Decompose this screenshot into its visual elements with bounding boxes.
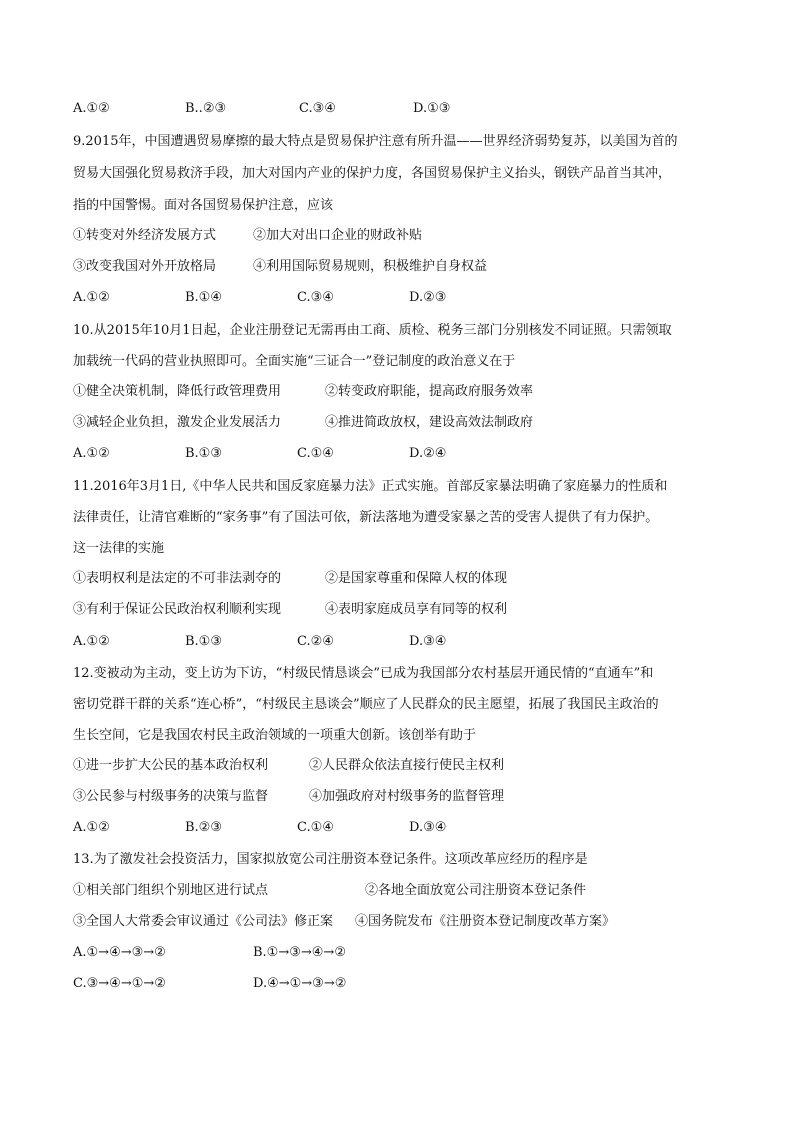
q9-stem-line-1: 9.2015年，中国遭遇贸易摩擦的最大特点是贸易保护注意有所升温——世界经济弱势复苏，以美国为首的	[73, 134, 678, 149]
q9-statement-2: ②加大对出口企业的财政补贴	[253, 228, 423, 243]
q11-statement-3: ③有利于保证公民政治权利顺利实现	[73, 602, 282, 617]
q13-option-b: B.①→③→④→②	[253, 945, 346, 960]
q10-option-a: A.①②	[73, 446, 110, 461]
q9-option-d: D.②③	[409, 290, 447, 305]
q13-statement-1: ①相关部门组织个别地区进行试点	[73, 883, 269, 898]
q11-statement-4: ④表明家庭成员享有同等的权利	[325, 602, 508, 617]
q11-statement-1: ①表明权利是法定的不可非法剥夺的	[73, 571, 282, 586]
q13-stem-line-1: 13.为了激发社会投资活力，国家拟放宽公司注册资本登记条件。这项改革应经历的程序是	[73, 852, 588, 867]
q12-option-d: D.③④	[409, 820, 447, 835]
q12-stem-line-3: 生长空间，它是我国农村民主政治领域的一项重大创新。该创举有助于	[73, 728, 477, 743]
q9-statement-3: ③改变我国对外开放格局	[73, 259, 217, 274]
q10-statement-4: ④推进简政放权，建设高效法制政府	[325, 415, 534, 430]
q9-statement-4: ④利用国际贸易规则，积极维护自身权益	[253, 259, 488, 274]
q10-option-c: C.①④	[297, 446, 334, 461]
q10-stem-line-1: 10.从2015年10月1日起，企业注册登记无需再由工商、质检、税务三部门分别核发不同证照。只需领取	[73, 323, 672, 338]
q11-option-a: A.①②	[73, 634, 110, 649]
q9-statement-1: ①转变对外经济发展方式	[73, 228, 217, 243]
q11-option-b: B.①③	[185, 634, 222, 649]
q12-option-b: B.②③	[185, 820, 222, 835]
q10-statement-2: ②转变政府职能，提高政府服务效率	[325, 384, 534, 399]
q11-statement-2: ②是国家尊重和保障人权的体现	[325, 571, 508, 586]
q13-statement-2: ②各地全面放宽公司注册资本登记条件	[365, 883, 587, 898]
q12-stem-line-1: 12.变被动为主动，变上访为下访，“村级民情恳谈会”已成为我国部分农村基层开通民情的“直通车”和	[73, 666, 654, 681]
q8-option-c: C.③④	[299, 101, 336, 116]
q9-option-a: A.①②	[73, 290, 110, 305]
q9-stem-line-2: 贸易大国强化贸易救济手段，加大对国内产业的保护力度，各国贸易保护主义抬头，钢铁产品首当其冲，	[73, 166, 672, 181]
q13-option-c: C.③→④→①→②	[73, 976, 166, 991]
q10-statement-1: ①健全决策机制，降低行政管理费用	[73, 384, 282, 399]
q13-statement-3: ③全国人大常委会审议通过《公司法》修正案	[73, 914, 334, 929]
q10-option-b: B.①③	[185, 446, 222, 461]
q10-stem-line-2: 加载统一代码的营业执照即可。全面实施“三证合一”登记制度的政治意义在于	[73, 354, 516, 369]
q9-option-b: B.①④	[185, 290, 222, 305]
q8-option-d: D.①③	[413, 101, 451, 116]
q9-option-c: C.③④	[297, 290, 334, 305]
q11-option-d: D.③④	[409, 634, 447, 649]
q12-statement-3: ③公民参与村级事务的决策与监督	[73, 789, 269, 804]
q12-statement-4: ④加强政府对村级事务的监督管理	[309, 789, 505, 804]
q11-option-c: C.②④	[297, 634, 334, 649]
q12-statement-1: ①进一步扩大公民的基本政治权利	[73, 758, 269, 773]
q8-option-b: B..②③	[185, 101, 227, 116]
q13-statement-4: ④国务院发布《注册资本登记制度改革方案》	[355, 914, 616, 929]
q8-option-a: A.①②	[73, 101, 110, 116]
q10-option-d: D.②④	[409, 446, 447, 461]
q10-statement-3: ③减轻企业负担，激发企业发展活力	[73, 415, 282, 430]
q12-option-c: C.①④	[297, 820, 334, 835]
q9-stem-line-3: 指的中国警惕。面对各国贸易保护注意，应该	[73, 198, 334, 213]
q12-statement-2: ②人民群众依法直接行使民主权利	[309, 758, 505, 773]
q11-stem-line-3: 这一法律的实施	[73, 541, 165, 556]
q13-option-d: D.④→①→③→②	[253, 976, 347, 991]
q11-stem-line-2: 法律责任，让清官难断的“家务事”有了国法可依，新法落地为遭受家暴之苦的受害人提供了有力保护。	[73, 510, 659, 525]
q11-stem-line-1: 11.2016年3月1日,《中华人民共和国反家庭暴力法》正式实施。首部反家暴法明确了家庭暴力的性质和	[73, 479, 668, 494]
q12-stem-line-2: 密切党群干群的关系“连心桥”，“村级民主恳谈会”顺应了人民群众的民主愿望，拓展了我国民主政治的	[73, 697, 659, 712]
q12-option-a: A.①②	[73, 820, 110, 835]
q13-option-a: A.①→④→③→②	[73, 945, 166, 960]
